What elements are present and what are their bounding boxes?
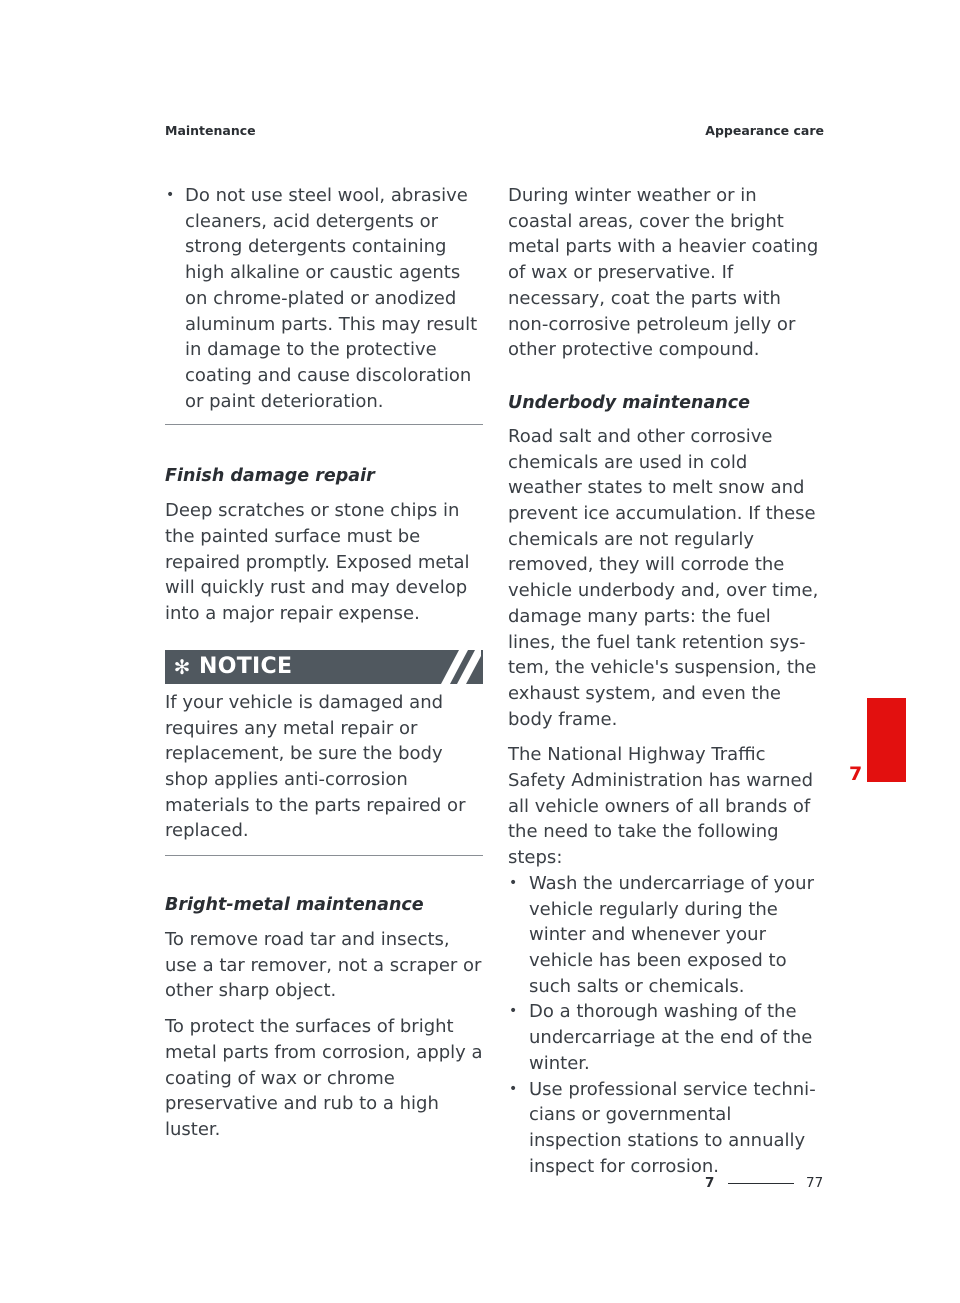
finish-heading: Finish damage repair: [165, 466, 375, 487]
notice-asterisk-icon: ✻: [173, 654, 191, 679]
finish-text: Deep scratches or stone chips in the painted surface must be repaired promptly. Exposed metal will quickly rust and may develop into a major repair expense.: [165, 500, 470, 625]
step-item: • Do a thorough washing of the undercarriage at the end of the winter.: [508, 999, 823, 1076]
left-column: [165, 183, 483, 1143]
page-number: 77: [806, 1175, 824, 1191]
divider: [165, 424, 483, 425]
bright-text: To protect the surfaces of bright metal parts from corrosion, apply a coating of wax or chrome preservative and rub to a high luster.: [165, 1016, 483, 1140]
stripes-icon: [437, 650, 481, 684]
header-section: Maintenance: [165, 123, 256, 138]
bright-heading: Bright-metal maintenance: [165, 895, 424, 916]
underbody-text: Road salt and other corrosive chemicals are used in cold weather states to melt snow and prevent ice accumulation. If these chemicals are not regularly removed, they will corrode the vehicle underbody and, over time, damage many parts: the fuel lines, the fuel tank retention system, the vehicle's suspension, the exhaust system, and even the body frame.: [508, 425, 819, 730]
right-column: [508, 183, 823, 1179]
notice-label: NOTICE: [199, 654, 293, 680]
warning-bullet: • Do not use steel wool, abrasive cleaners, acid detergents or strong detergents containing high alkaline or caustic agents on chrome-plated or anodized aluminum parts. This may result in damage to the protective coating and cause discoloration or paint deterioration.: [165, 183, 483, 414]
winter-text: During winter weather or in coastal areas, cover the bright metal parts with a heavier coating of wax or preservative. If necessary, coat the parts with non-corrosive petroleum jelly or other protective compound.: [508, 185, 819, 361]
footer-chapter: 7: [705, 1175, 715, 1191]
step-item: • Use professional service technicians or governmental inspection stations to annually inspect for corrosion.: [508, 1077, 823, 1180]
underbody-heading: Underbody maintenance: [508, 392, 750, 413]
notice-text: If your vehicle is damaged and requires any metal repair or replacement, be sure the body shop applies anti-corrosion materials to the parts repaired or replaced.: [165, 691, 466, 842]
bright-text: To remove road tar and insects, use a tar remover, not a scraper or other sharp object.: [165, 929, 482, 1002]
nhtsa-text: The National Highway Traffic Safety Administration has warned all vehicle owners of all brands of the need to take the following steps:: [508, 744, 814, 869]
notice-banner: [165, 650, 483, 684]
divider: [165, 855, 483, 856]
chapter-tab: [867, 698, 906, 782]
chapter-tab-number: 7: [849, 763, 863, 785]
footer-divider: [728, 1183, 794, 1184]
header-topic: Appearance care: [705, 123, 824, 138]
step-item: • Wash the undercarriage of your vehicle regularly during the winter and whenever your vehicle has been exposed to such salts or chemicals.: [508, 871, 823, 1000]
